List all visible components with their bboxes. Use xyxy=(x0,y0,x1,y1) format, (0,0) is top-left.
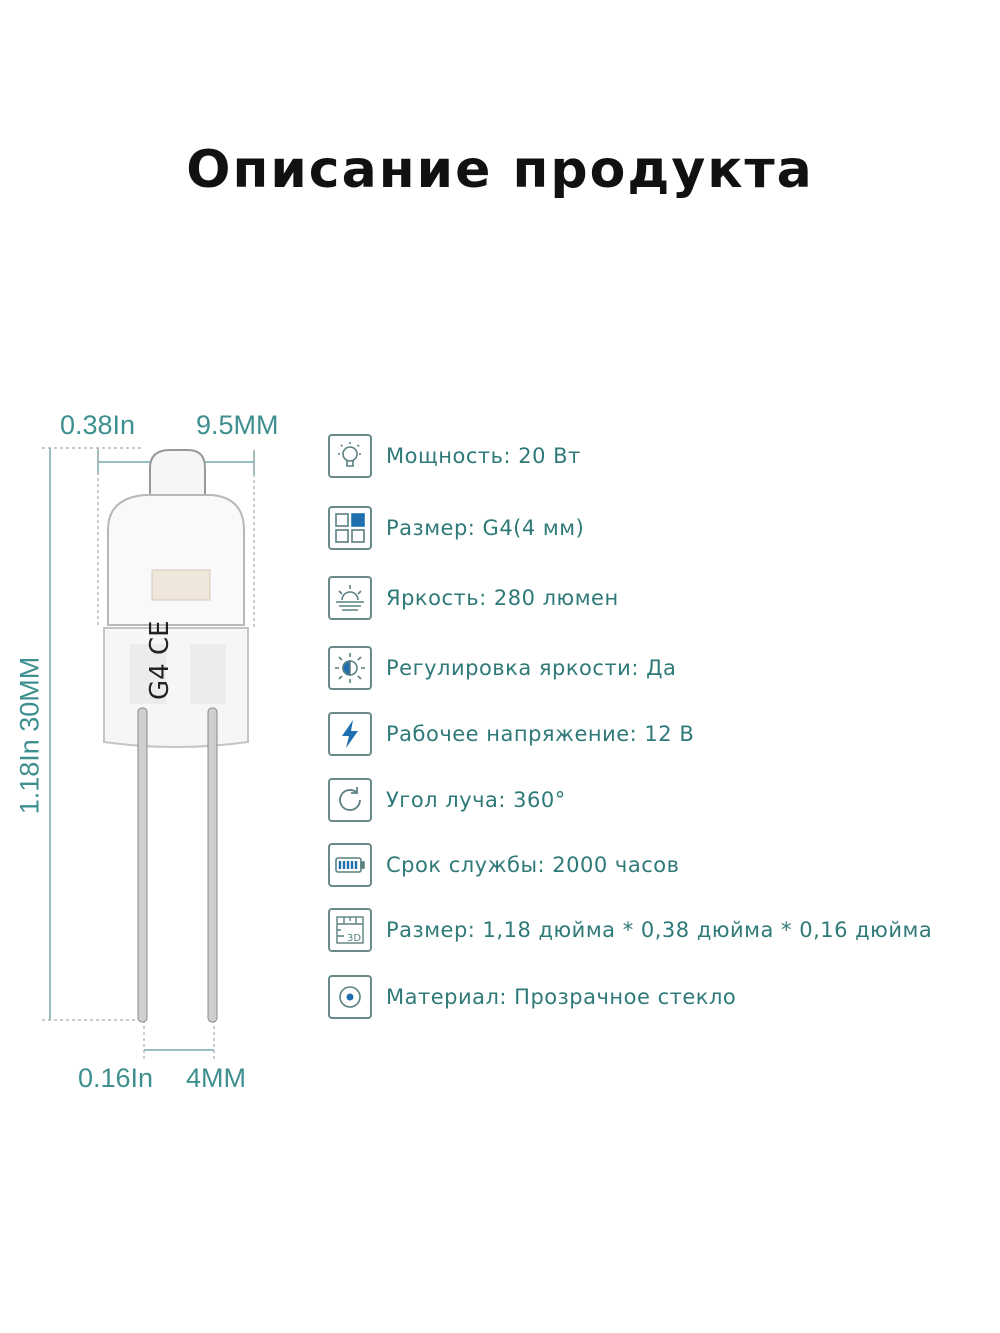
size-grid-icon xyxy=(328,506,372,550)
feature-label: Размер: 1,18 дюйма * 0,38 дюйма * 0,16 дюйма xyxy=(386,918,933,942)
feature-material xyxy=(328,975,736,1019)
feature-brightness xyxy=(328,576,619,620)
feature-lifespan xyxy=(328,843,679,887)
dimmer-sun-icon xyxy=(328,646,372,690)
feature-size xyxy=(328,506,584,550)
feature-label: Мощность: 20 Вт xyxy=(386,444,581,468)
lightning-icon xyxy=(328,712,372,756)
width-mm-label: 9.5MM xyxy=(196,410,279,440)
pin-in-label: 0.16In xyxy=(78,1063,154,1093)
feature-label: Материал: Прозрачное стекло xyxy=(386,985,737,1009)
feature-label: Регулировка яркости: Да xyxy=(386,656,677,680)
bulb-marking: G4 CE xyxy=(145,620,175,700)
material-icon xyxy=(328,975,372,1019)
page-title: Описание продукта xyxy=(186,140,814,200)
width-in-label: 0.38In xyxy=(60,410,136,440)
feature-dimensions xyxy=(328,908,932,952)
pin-mm-label: 4MM xyxy=(186,1063,246,1093)
feature-dimmable xyxy=(328,646,676,690)
height-label: 1.18In 30MM xyxy=(14,656,45,815)
rotate-icon xyxy=(328,778,372,822)
sunrise-icon xyxy=(328,576,372,620)
feature-label: Размер: G4(4 мм) xyxy=(386,516,585,540)
bulb-illustration xyxy=(0,400,320,1100)
feature-voltage xyxy=(328,712,694,756)
battery-icon xyxy=(328,843,372,887)
feature-label: Угол луча: 360° xyxy=(386,788,566,812)
feature-label: Рабочее напряжение: 12 В xyxy=(386,722,695,746)
feature-label: Яркость: 280 люмен xyxy=(386,586,619,610)
feature-label: Срок службы: 2000 часов xyxy=(386,853,680,877)
ruler-icon xyxy=(328,908,372,952)
feature-power xyxy=(328,434,581,478)
svg-text:3D: 3D xyxy=(347,933,362,944)
feature-beam-angle xyxy=(328,778,566,822)
bulb-icon xyxy=(328,434,372,478)
